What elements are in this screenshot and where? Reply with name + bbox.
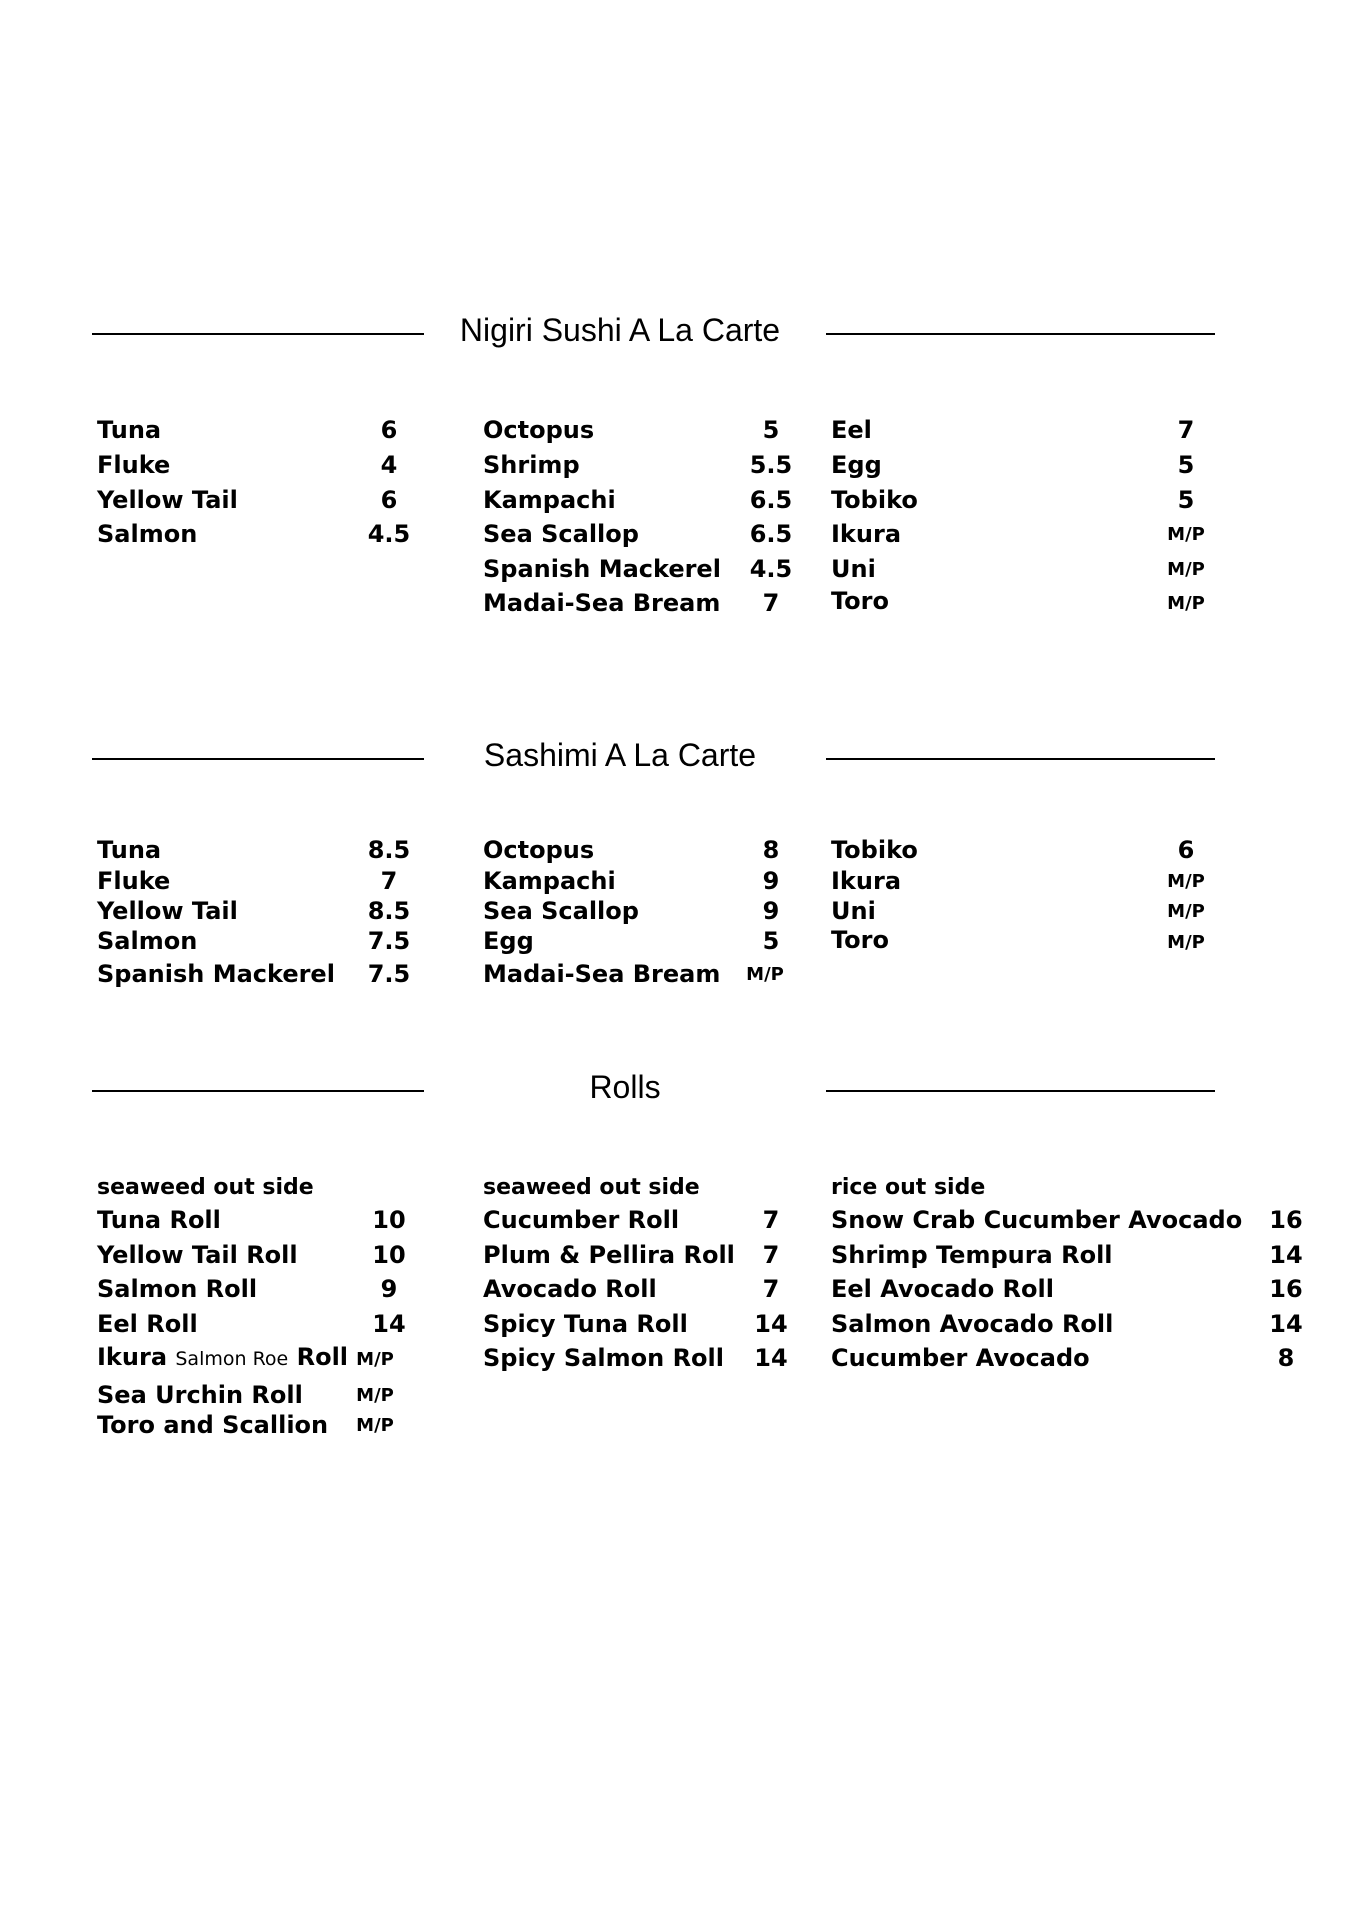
nigiri-title: Nigiri Sushi A La Carte — [459, 312, 781, 348]
sashimi-divider-right — [826, 758, 1215, 760]
nigiri-divider-left — [92, 333, 424, 335]
rolls-col3-subtitle: rice out side — [831, 1175, 986, 1200]
rolls-divider-left — [92, 1090, 424, 1092]
rolls-divider-right — [826, 1090, 1215, 1092]
nigiri-divider-right — [826, 333, 1215, 335]
sashimi-divider-left — [92, 758, 424, 760]
rolls-col2-subtitle: seaweed out side — [483, 1175, 700, 1200]
rolls-col1-subtitle: seaweed out side — [97, 1175, 314, 1200]
sashimi-title: Sashimi A La Carte — [483, 737, 757, 773]
rolls-title: Rolls — [589, 1069, 661, 1105]
